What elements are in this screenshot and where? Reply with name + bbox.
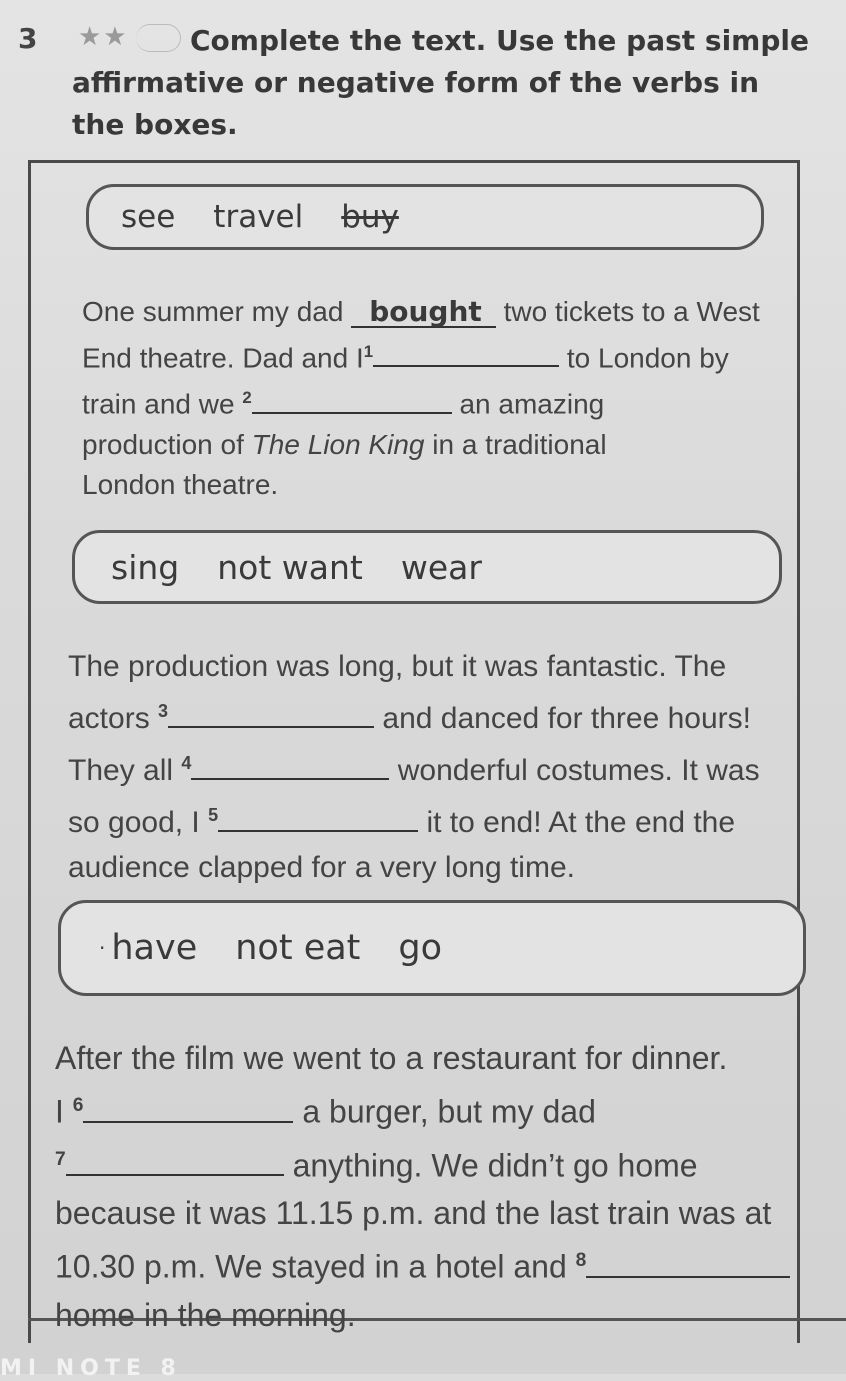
text: 10.30 p.m. We stayed in a hotel and bbox=[55, 1248, 567, 1285]
show-title: The Lion King bbox=[251, 428, 425, 460]
answer-blank-6[interactable] bbox=[83, 1120, 293, 1123]
text-line: because it was 11.15 p.m. and the last train was at bbox=[55, 1195, 772, 1232]
text: production of bbox=[82, 428, 244, 460]
text: in a traditional bbox=[432, 428, 607, 460]
answer-blank-1[interactable] bbox=[373, 364, 559, 367]
text-line bbox=[55, 1136, 815, 1190]
text: They all bbox=[68, 754, 174, 787]
text: anything. We didn’t go home bbox=[292, 1147, 698, 1184]
text: One summer my dad bbox=[82, 296, 344, 327]
text: an amazing bbox=[459, 388, 605, 420]
answer-blank-4[interactable] bbox=[191, 777, 389, 780]
answer-blank-2[interactable] bbox=[252, 411, 452, 414]
gap-number: 1 bbox=[363, 342, 374, 361]
word-box-1-word-crossed: buy bbox=[341, 199, 399, 235]
text-line bbox=[68, 689, 788, 741]
word-box-3-word: have bbox=[111, 928, 198, 968]
word-box-2 bbox=[72, 530, 782, 604]
text: I bbox=[55, 1093, 64, 1130]
gap-number: 3 bbox=[158, 701, 169, 721]
gap-number: 8 bbox=[575, 1250, 587, 1272]
text: actors bbox=[68, 702, 150, 735]
text-line bbox=[68, 793, 788, 845]
camera-watermark: MI NOTE 8 bbox=[0, 1356, 182, 1381]
gap-number: 7 bbox=[55, 1148, 66, 1170]
text-line bbox=[55, 1237, 815, 1291]
text: wonderful costumes. It was bbox=[397, 754, 760, 787]
text: End theatre. Dad and I bbox=[82, 342, 364, 374]
paragraph-3 bbox=[55, 1034, 815, 1339]
paragraph-1 bbox=[82, 292, 772, 505]
text: and danced for three hours! bbox=[382, 702, 751, 735]
gap-number: 4 bbox=[181, 753, 192, 773]
stars-icon: ★★ bbox=[78, 22, 129, 52]
text-line: After the film we went to a restaurant for dinner. bbox=[55, 1040, 728, 1076]
text: two tickets to a West bbox=[503, 296, 760, 327]
gap-number: 2 bbox=[242, 388, 252, 408]
word-box-1-word: travel bbox=[213, 199, 304, 235]
word-box-1 bbox=[86, 184, 764, 250]
answer-blank-8[interactable] bbox=[586, 1275, 790, 1278]
exercise-instructions: Complete the text. Use the past simple affirmative or negative form of the verbs in the boxes. bbox=[72, 24, 809, 141]
answer-blank-7[interactable] bbox=[66, 1173, 284, 1176]
text-line: audience clapped for a very long time. bbox=[68, 851, 575, 884]
text-line bbox=[55, 1082, 815, 1136]
exercise-number: 3 bbox=[18, 22, 38, 55]
text: to London by bbox=[566, 342, 729, 374]
word-box-1-word: see bbox=[121, 199, 176, 235]
word-box-2-word: wear bbox=[400, 547, 482, 587]
text-line bbox=[82, 332, 772, 378]
text-line: home in the morning. bbox=[55, 1296, 356, 1333]
gap-number: 6 bbox=[72, 1095, 84, 1116]
word-box-3 bbox=[58, 900, 806, 996]
word-box-3-word: not eat bbox=[235, 928, 361, 968]
word-box-3-word: go bbox=[398, 928, 443, 968]
text-line bbox=[82, 378, 772, 424]
answer-blank-5[interactable] bbox=[218, 829, 418, 832]
text: it to end! At the end the bbox=[426, 806, 736, 839]
bullet-dot-icon: · bbox=[99, 936, 106, 960]
text-line: The production was long, but it was fantastic. The bbox=[68, 650, 727, 683]
text: train and we bbox=[82, 388, 235, 420]
paragraph-2 bbox=[68, 644, 788, 890]
word-box-2-word: not want bbox=[217, 547, 363, 587]
text: so good, I bbox=[68, 806, 200, 839]
word-box-2-word: sing bbox=[111, 547, 180, 587]
text-line bbox=[82, 292, 772, 332]
text-line bbox=[68, 741, 788, 793]
text-line: London theatre. bbox=[82, 468, 279, 500]
text: a burger, but my dad bbox=[302, 1093, 596, 1130]
example-answer: bought bbox=[351, 298, 496, 328]
text-line bbox=[82, 425, 772, 465]
gap-number: 5 bbox=[208, 805, 219, 825]
answer-blank-3[interactable] bbox=[168, 725, 374, 728]
